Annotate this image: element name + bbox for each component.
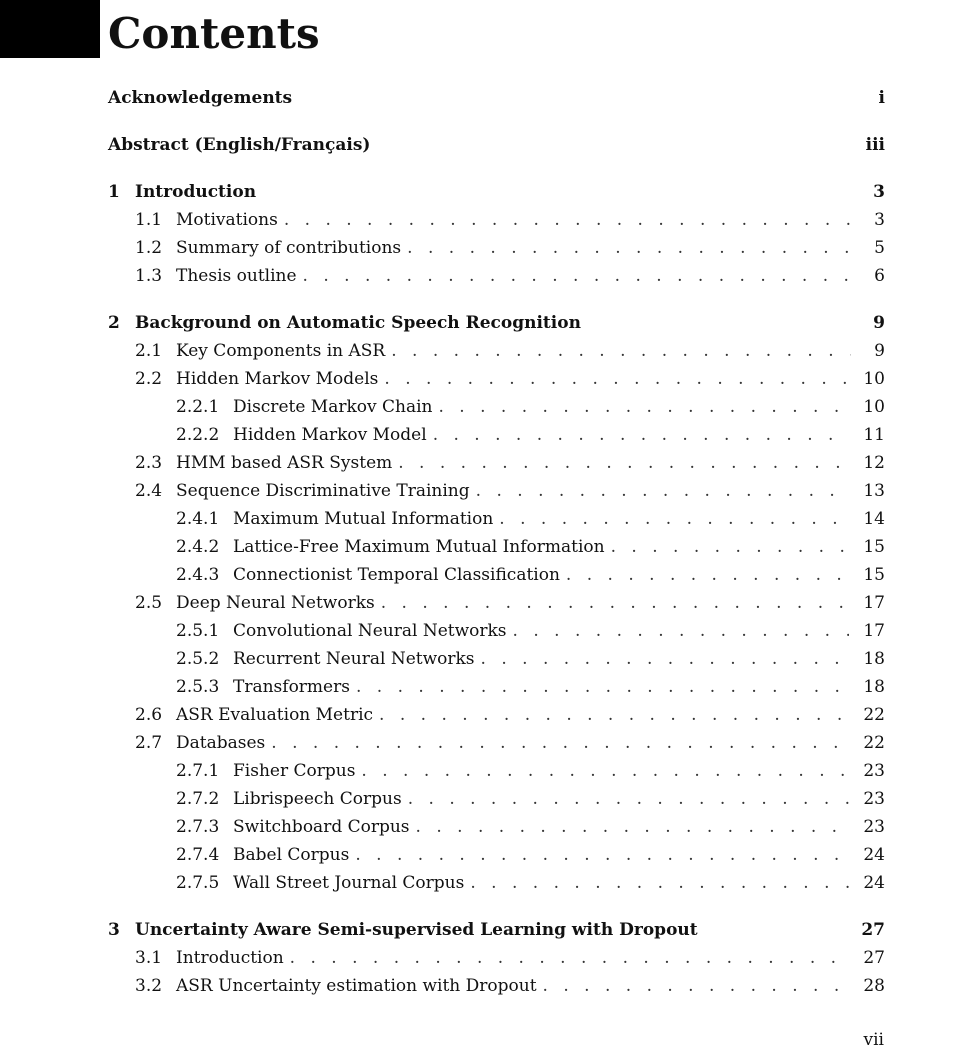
toc-dot-leader <box>398 449 849 477</box>
toc-entry-front-matter[interactable] <box>108 84 885 112</box>
toc-entry-title: Discrete Markov Chain <box>233 397 433 417</box>
toc-entry-number: 2.2.1 <box>176 397 220 417</box>
toc-entry-number: 1.2 <box>135 238 163 258</box>
toc-dot-leader <box>476 477 850 505</box>
toc-dot-leader <box>391 337 851 365</box>
toc-dot-leader <box>384 365 849 393</box>
toc-entry-title: Sequence Discriminative Training <box>176 481 470 501</box>
toc-entry-page: 17 <box>863 593 885 613</box>
toc-entry-number: 2.3 <box>135 453 163 473</box>
toc-entry-number: 2.4.1 <box>176 509 220 529</box>
toc-entry-number: 2.2.2 <box>176 425 220 445</box>
toc-chapter-number: 3 <box>108 920 120 940</box>
toc-entry-subsection[interactable] <box>108 645 885 673</box>
toc-entry-title: Acknowledgements <box>108 88 293 108</box>
toc-entry-number: 2.5 <box>135 593 163 613</box>
toc-entry-page: iii <box>865 135 885 155</box>
toc-entry-number: 2.6 <box>135 705 163 725</box>
toc-entry-title: Connectionist Temporal Classification <box>233 565 560 585</box>
toc-dot-leader <box>356 673 849 701</box>
toc-entry-chapter[interactable] <box>108 309 885 337</box>
toc-dot-leader <box>499 505 849 533</box>
toc-entry-number: 2.7.1 <box>176 761 220 781</box>
toc-entry-section[interactable] <box>108 449 885 477</box>
toc-entry-page: 10 <box>863 369 885 389</box>
toc-entry-section[interactable] <box>108 944 885 972</box>
toc-entry-page: 14 <box>863 509 885 529</box>
toc-chapter-page: 27 <box>861 920 885 940</box>
toc-entry-subsection[interactable] <box>108 757 885 785</box>
toc-entry-number: 2.4.2 <box>176 537 220 557</box>
toc-entry-section[interactable] <box>108 729 885 757</box>
toc-entry-page: 18 <box>863 649 885 669</box>
toc-entry-page: 22 <box>863 705 885 725</box>
toc-entry-page: 18 <box>863 677 885 697</box>
toc-entry-page: 22 <box>863 733 885 753</box>
toc-entry-number: 2.7 <box>135 733 163 753</box>
toc-entry-section[interactable] <box>108 206 885 234</box>
toc-entry-number: 2.7.5 <box>176 873 220 893</box>
toc-entry-page: 13 <box>863 481 885 501</box>
toc-entry-subsection[interactable] <box>108 505 885 533</box>
toc-entry-page: 23 <box>863 789 885 809</box>
toc-entry-section[interactable] <box>108 477 885 505</box>
toc-entry-title: Maximum Mutual Information <box>233 509 494 529</box>
toc-entry-chapter[interactable] <box>108 916 885 944</box>
toc-entry-section[interactable] <box>108 262 885 290</box>
toc-entry-subsection[interactable] <box>108 673 885 701</box>
toc-entry-page: 6 <box>874 266 885 286</box>
toc-dot-leader <box>271 729 849 757</box>
toc-dot-leader <box>566 561 849 589</box>
toc-entry-page: 28 <box>863 976 885 996</box>
toc-entry-section[interactable] <box>108 972 885 1000</box>
toc-chapter-page: 3 <box>873 182 885 202</box>
toc-entry-number: 2.7.4 <box>176 845 220 865</box>
toc-dot-leader <box>408 785 850 813</box>
toc-entry-title: Thesis outline <box>176 266 297 286</box>
toc-entry-title: Databases <box>176 733 266 753</box>
toc-chapter-number: 2 <box>108 313 120 333</box>
page-title: Contents <box>108 9 320 58</box>
toc-entry-section[interactable] <box>108 701 885 729</box>
toc-entry-page: 10 <box>863 397 885 417</box>
toc-dot-leader <box>381 589 850 617</box>
toc-entry-subsection[interactable] <box>108 617 885 645</box>
toc-entry-page: 15 <box>863 537 885 557</box>
page-number: vii <box>863 1030 884 1050</box>
toc-dot-leader <box>416 813 850 841</box>
toc-entry-title: Hidden Markov Model <box>233 425 427 445</box>
toc-dot-leader <box>284 206 851 234</box>
toc-entry-title: Fisher Corpus <box>233 761 356 781</box>
toc-chapter-title: Uncertainty Aware Semi-supervised Learning with Dropout <box>135 920 698 940</box>
toc-entry-title: Lattice-Free Maximum Mutual Information <box>233 537 605 557</box>
toc-chapter-number: 1 <box>108 182 120 202</box>
toc-entry-subsection[interactable] <box>108 393 885 421</box>
toc-dot-leader <box>513 617 850 645</box>
toc-dot-leader <box>611 533 850 561</box>
toc-entry-page: 5 <box>874 238 885 258</box>
toc-dot-leader <box>407 234 851 262</box>
toc-entry-number: 2.7.3 <box>176 817 220 837</box>
toc-entry-front-matter[interactable] <box>108 131 885 159</box>
toc-entry-page: 15 <box>863 565 885 585</box>
toc-dot-leader <box>290 944 850 972</box>
toc-entry-section[interactable] <box>108 337 885 365</box>
toc-entry-number: 2.4.3 <box>176 565 220 585</box>
toc-entry-section[interactable] <box>108 234 885 262</box>
toc-chapter-title: Background on Automatic Speech Recognition <box>135 313 581 333</box>
toc-entry-page: 11 <box>863 425 885 445</box>
toc-dot-leader <box>355 841 849 869</box>
toc-entry-page: 17 <box>863 621 885 641</box>
toc-entry-number: 2.1 <box>135 341 163 361</box>
toc-entry-subsection[interactable] <box>108 841 885 869</box>
toc-chapter-page: 9 <box>873 313 885 333</box>
toc-entry-title: Hidden Markov Models <box>176 369 379 389</box>
toc-entry-page: 3 <box>874 210 885 230</box>
toc-entry-subsection[interactable] <box>108 869 885 897</box>
toc-entry-title: Transformers <box>233 677 350 697</box>
toc-entry-title: Summary of contributions <box>176 238 402 258</box>
toc-entry-title: Recurrent Neural Networks <box>233 649 475 669</box>
toc-dot-leader <box>470 869 849 897</box>
toc-entry-title: Deep Neural Networks <box>176 593 375 613</box>
table-of-contents <box>108 84 885 1000</box>
toc-entry-title: ASR Uncertainty estimation with Dropout <box>176 976 537 996</box>
toc-entry-number: 2.5.2 <box>176 649 220 669</box>
toc-entry-number: 2.7.2 <box>176 789 220 809</box>
toc-entry-subsection[interactable] <box>108 561 885 589</box>
toc-entry-title: Motivations <box>176 210 278 230</box>
toc-entry-page: 9 <box>874 341 885 361</box>
toc-entry-title: Librispeech Corpus <box>233 789 402 809</box>
toc-entry-page: 24 <box>863 845 885 865</box>
toc-entry-title: Wall Street Journal Corpus <box>233 873 465 893</box>
toc-entry-number: 1.3 <box>135 266 163 286</box>
toc-entry-title: Convolutional Neural Networks <box>233 621 507 641</box>
toc-entry-number: 1.1 <box>135 210 163 230</box>
toc-entry-number: 2.2 <box>135 369 163 389</box>
toc-entry-title: Babel Corpus <box>233 845 350 865</box>
chapter-tab-marker <box>0 0 100 58</box>
toc-entry-number: 3.2 <box>135 976 163 996</box>
toc-dot-leader <box>543 972 850 1000</box>
toc-chapter-title: Introduction <box>135 182 257 202</box>
toc-entry-page: 12 <box>863 453 885 473</box>
toc-entry-page: 27 <box>863 948 885 968</box>
toc-entry-page: 23 <box>863 817 885 837</box>
toc-entry-title: Introduction <box>176 948 284 968</box>
toc-entry-page: 24 <box>863 873 885 893</box>
toc-dot-leader <box>433 421 850 449</box>
toc-entry-number: 2.4 <box>135 481 163 501</box>
toc-entry-title: ASR Evaluation Metric <box>176 705 374 725</box>
toc-entry-title: Abstract (English/Français) <box>108 135 371 155</box>
toc-dot-leader <box>361 757 849 785</box>
toc-entry-page: 23 <box>863 761 885 781</box>
toc-entry-number: 2.5.1 <box>176 621 220 641</box>
toc-entry-title: Switchboard Corpus <box>233 817 410 837</box>
toc-dot-leader <box>303 262 851 290</box>
toc-entry-title: Key Components in ASR <box>176 341 386 361</box>
toc-entry-subsection[interactable] <box>108 533 885 561</box>
toc-dot-leader <box>481 645 850 673</box>
toc-entry-subsection[interactable] <box>108 785 885 813</box>
toc-dot-leader <box>438 393 849 421</box>
toc-entry-number: 3.1 <box>135 948 163 968</box>
toc-entry-chapter[interactable] <box>108 178 885 206</box>
toc-entry-subsection[interactable] <box>108 813 885 841</box>
toc-entry-page: i <box>878 88 885 108</box>
toc-entry-subsection[interactable] <box>108 421 885 449</box>
toc-entry-section[interactable] <box>108 365 885 393</box>
toc-entry-title: HMM based ASR System <box>176 453 393 473</box>
toc-dot-leader <box>379 701 849 729</box>
toc-entry-number: 2.5.3 <box>176 677 220 697</box>
toc-entry-section[interactable] <box>108 589 885 617</box>
